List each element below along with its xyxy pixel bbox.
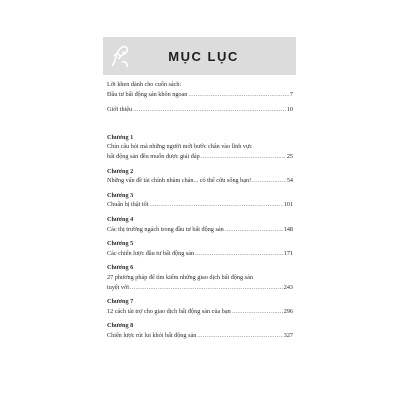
table-of-contents [107,80,293,340]
chapter-label: Chương 1 [107,133,134,141]
page-number: 148 [283,225,293,233]
leader-dots [225,225,283,235]
chapter-label: Chương 6 [107,264,134,272]
preface-line-1: Lời khen dành cho cuốn sách: [107,81,182,88]
leader-dots [195,249,283,259]
leader-dots [130,283,283,293]
chapter-row [107,225,293,235]
preface-row [107,90,293,100]
leader-dots [252,176,286,186]
chapter-row [107,307,293,317]
chapter-entry [107,215,293,234]
page-number: 25 [286,152,293,160]
chapter-title-line-2: bất động sản đều muốn được giải đáp [107,152,200,160]
chapter-entry [107,297,293,316]
chapter-row [107,331,293,341]
chapter-title: 12 cách tài trợ cho giao dịch bất động sản của bạn [107,307,231,315]
preface-line-2: Đầu tư bất động sản khôn ngoan [107,90,188,98]
page-number: 7 [289,90,293,98]
page-number: 243 [283,283,293,291]
chapter-entry [107,191,293,210]
page-title: MỤC LỤC [168,48,239,64]
chapter-row [107,283,293,293]
page-number: 327 [283,331,293,339]
chapter-label: Chương 4 [107,215,134,223]
chapter-row [107,249,293,259]
leader-dots [188,90,289,100]
chapter-title-line-1: Chín câu hỏi mà những người mới bước chân vào lĩnh vực [107,143,253,151]
page-number: 10 [286,106,293,114]
leader-dots [133,105,286,115]
chapter-row [107,176,293,186]
chapter-row [107,200,293,210]
chapter-label: Chương 8 [107,322,134,330]
leader-dots [201,152,286,162]
page-number: 171 [283,249,293,257]
chapter-entry [107,239,293,258]
intro-label: Giới thiệu [107,106,133,114]
ornament-icon [109,42,131,70]
chapter-entry [107,263,293,292]
page-number: 54 [286,177,293,185]
toc-header [103,37,296,75]
chapter-row [107,152,293,162]
chapter-title: Chiến lược rút lui khỏi bất động sản [107,331,197,339]
chapter-title: Chuẩn bị thật tốt [107,201,149,209]
chapter-label: Chương 3 [107,191,134,199]
chapter-title: Các thị trường ngách trong đầu tư bất động sản [107,225,224,233]
leader-dots [232,307,283,317]
chapter-title-line-2: tuyệt vời [107,283,130,291]
page-number: 101 [283,201,293,209]
page-number: 296 [283,307,293,315]
chapter-label: Chương 2 [107,167,134,175]
chapter-label: Chương 5 [107,240,134,248]
chapter-title: Những vấn đề tài chính nhàm chán... có thể cứu sống bạn! [107,177,252,185]
chapter-entry [107,133,293,162]
leader-dots [149,200,282,210]
chapter-title-line-1: 27 phương pháp để tìm kiếm những giao dịch bất động sản [107,273,253,281]
intro-row [107,105,293,115]
chapter-entry [107,167,293,186]
chapter-title: Các chiến lược đầu tư bất động sản [107,249,195,257]
chapter-entry [107,321,293,340]
chapter-label: Chương 7 [107,298,134,306]
preface-entry [107,80,293,115]
leader-dots [197,331,282,341]
